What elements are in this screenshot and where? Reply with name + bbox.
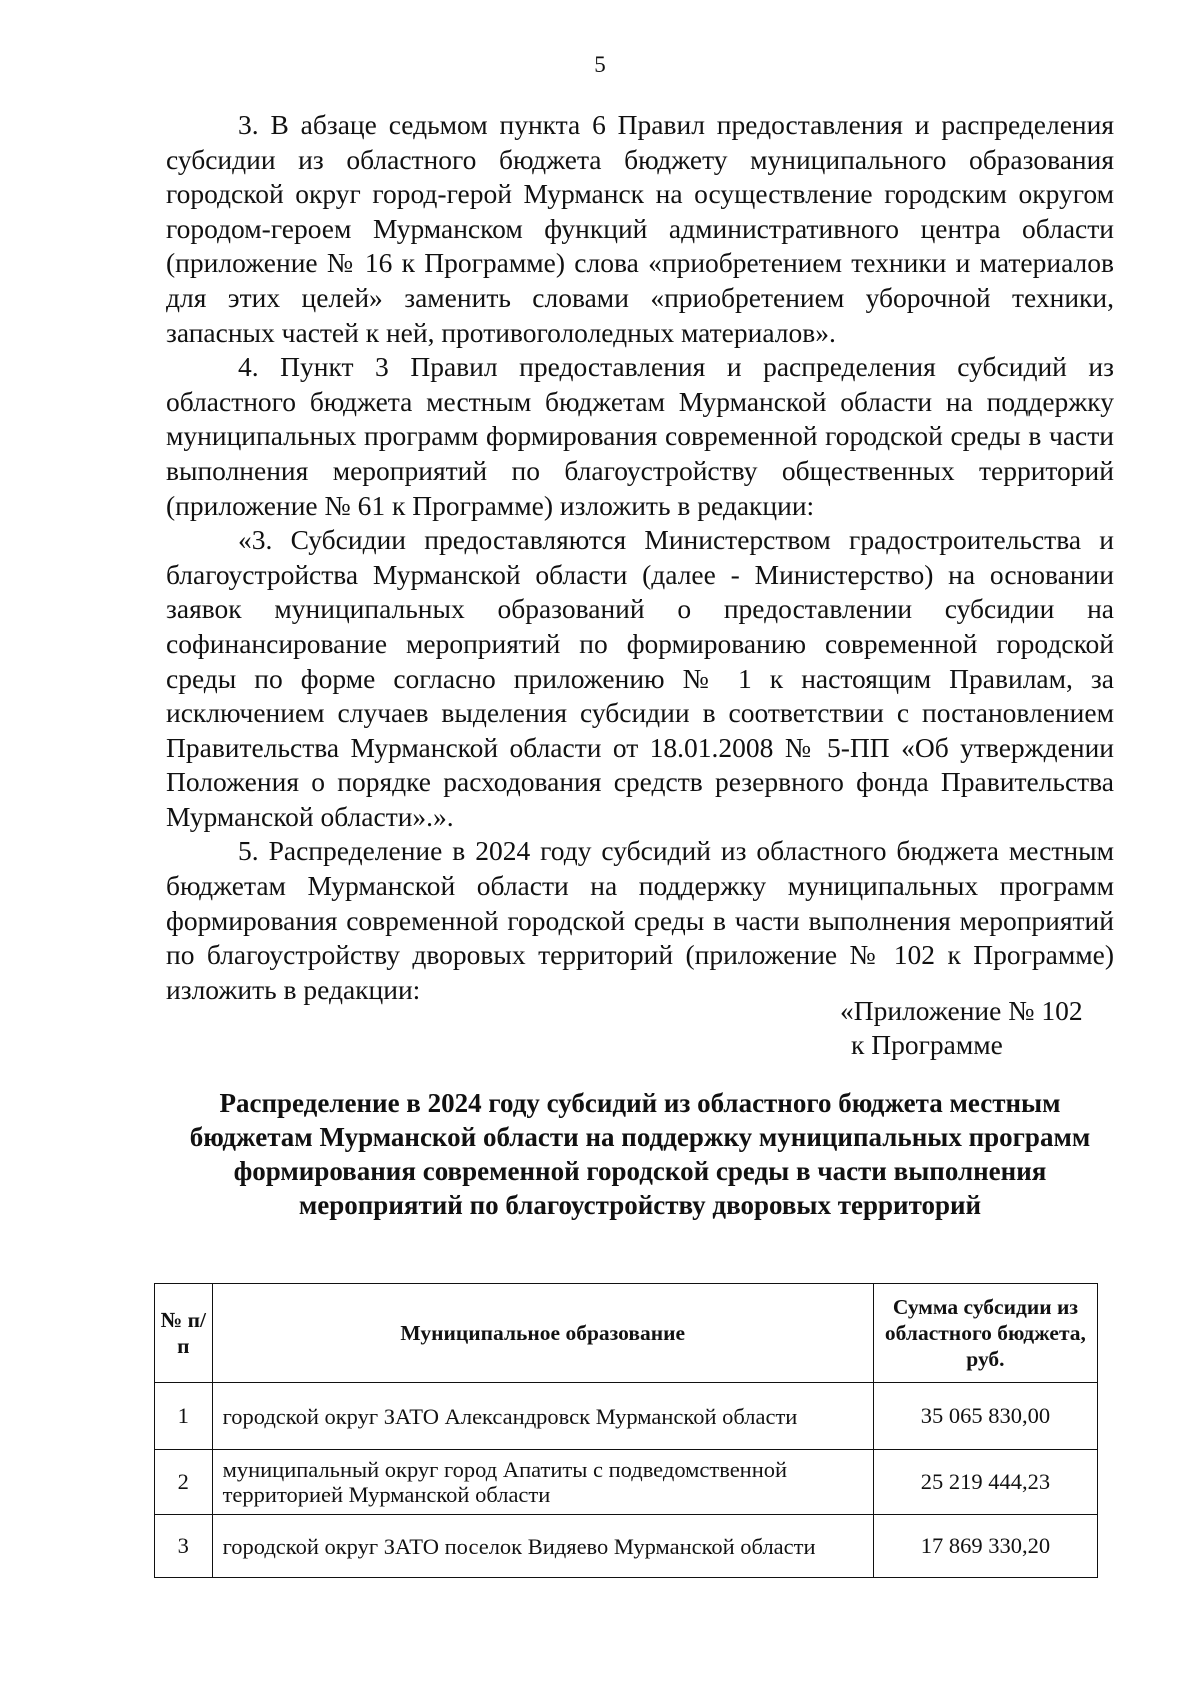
- row-sum: 25 219 444,23: [873, 1450, 1097, 1515]
- table-header-row: [155, 1284, 1098, 1383]
- paragraph-4-quote: «3. Субсидии предоставляются Министерством градостроительства и благоустройства Мурманской области (далее - Министерство) на основании заявок муниципальных образований о предоставлении субсидии на софинансирование мероприятий по формированию современной городской среды по форме согласно приложению № 1 к настоящим Правилам, за исключением случаев выделения субсидии в соответствии с постановлением Правительства Мурманской области от 18.01.2008 № 5-ПП «Об утверждении Положения о порядке расходования средств резервного фонда Правительства Мурманской области».».: [166, 524, 1114, 832]
- paragraph-4: 4. Пункт 3 Правил предоставления и распределения субсидий из областного бюджета местным бюджетам Мурманской области на поддержку муниципальных программ формирования современной городской среды в части выполнения мероприятий по благоустройству общественных территорий (приложение № 61 к Программе) изложить в редакции:: [166, 351, 1114, 521]
- table-title: Распределение в 2024 году субсидий из областного бюджета местным бюджетам Мурманской области на поддержку муниципальных программ формирования современной городской среды в части выполнения мероприятий по благоустройству дворовых территорий: [189, 1088, 1091, 1220]
- row-municipality: муниципальный округ город Апатиты с подведомственной территорией Мурманской области: [212, 1450, 873, 1515]
- subsidy-table: [154, 1283, 1098, 1578]
- table-row: [155, 1383, 1098, 1450]
- paragraph-3: 3. В абзаце седьмом пункта 6 Правил предоставления и распределения субсидии из областного бюджета бюджету муниципального образования городской округ город-герой Мурманск на осуществление городским округом городом-героем Мурманском функций административного центра области (приложение № 16 к Программе) слова «приобретением техники и материалов для этих целей» заменить словами «приобретением уборочной техники, запасных частей к ней, противогололедных материалов».: [166, 109, 1114, 348]
- appendix-line-2: к Программе: [851, 1029, 1003, 1060]
- row-municipality: городской округ ЗАТО Александровск Мурманской области: [212, 1383, 873, 1450]
- row-num: 2: [155, 1450, 213, 1515]
- row-num: 1: [155, 1383, 213, 1450]
- row-sum: 35 065 830,00: [873, 1383, 1097, 1450]
- document-body: [166, 108, 1114, 1007]
- appendix-reference: [840, 994, 1140, 1062]
- table-row: [155, 1450, 1098, 1515]
- page-number: 5: [594, 52, 606, 77]
- row-num: 3: [155, 1515, 213, 1578]
- appendix-line-1: «Приложение № 102: [840, 995, 1083, 1026]
- header-municipality: Муниципальное образование: [212, 1284, 873, 1383]
- row-sum: 17 869 330,20: [873, 1515, 1097, 1578]
- table-row: [155, 1515, 1098, 1578]
- row-municipality: городской округ ЗАТО поселок Видяево Мурманской области: [212, 1515, 873, 1578]
- header-num: № п/п: [155, 1284, 213, 1383]
- header-sum: Сумма субсидии из областного бюджета, руб.: [873, 1284, 1097, 1383]
- paragraph-5: 5. Распределение в 2024 году субсидий из областного бюджета местным бюджетам Мурманской области на поддержку муниципальных программ формирования современной городской среды в части выполнения мероприятий по благоустройству дворовых территорий (приложение № 102 к Программе) изложить в редакции:: [166, 835, 1114, 1005]
